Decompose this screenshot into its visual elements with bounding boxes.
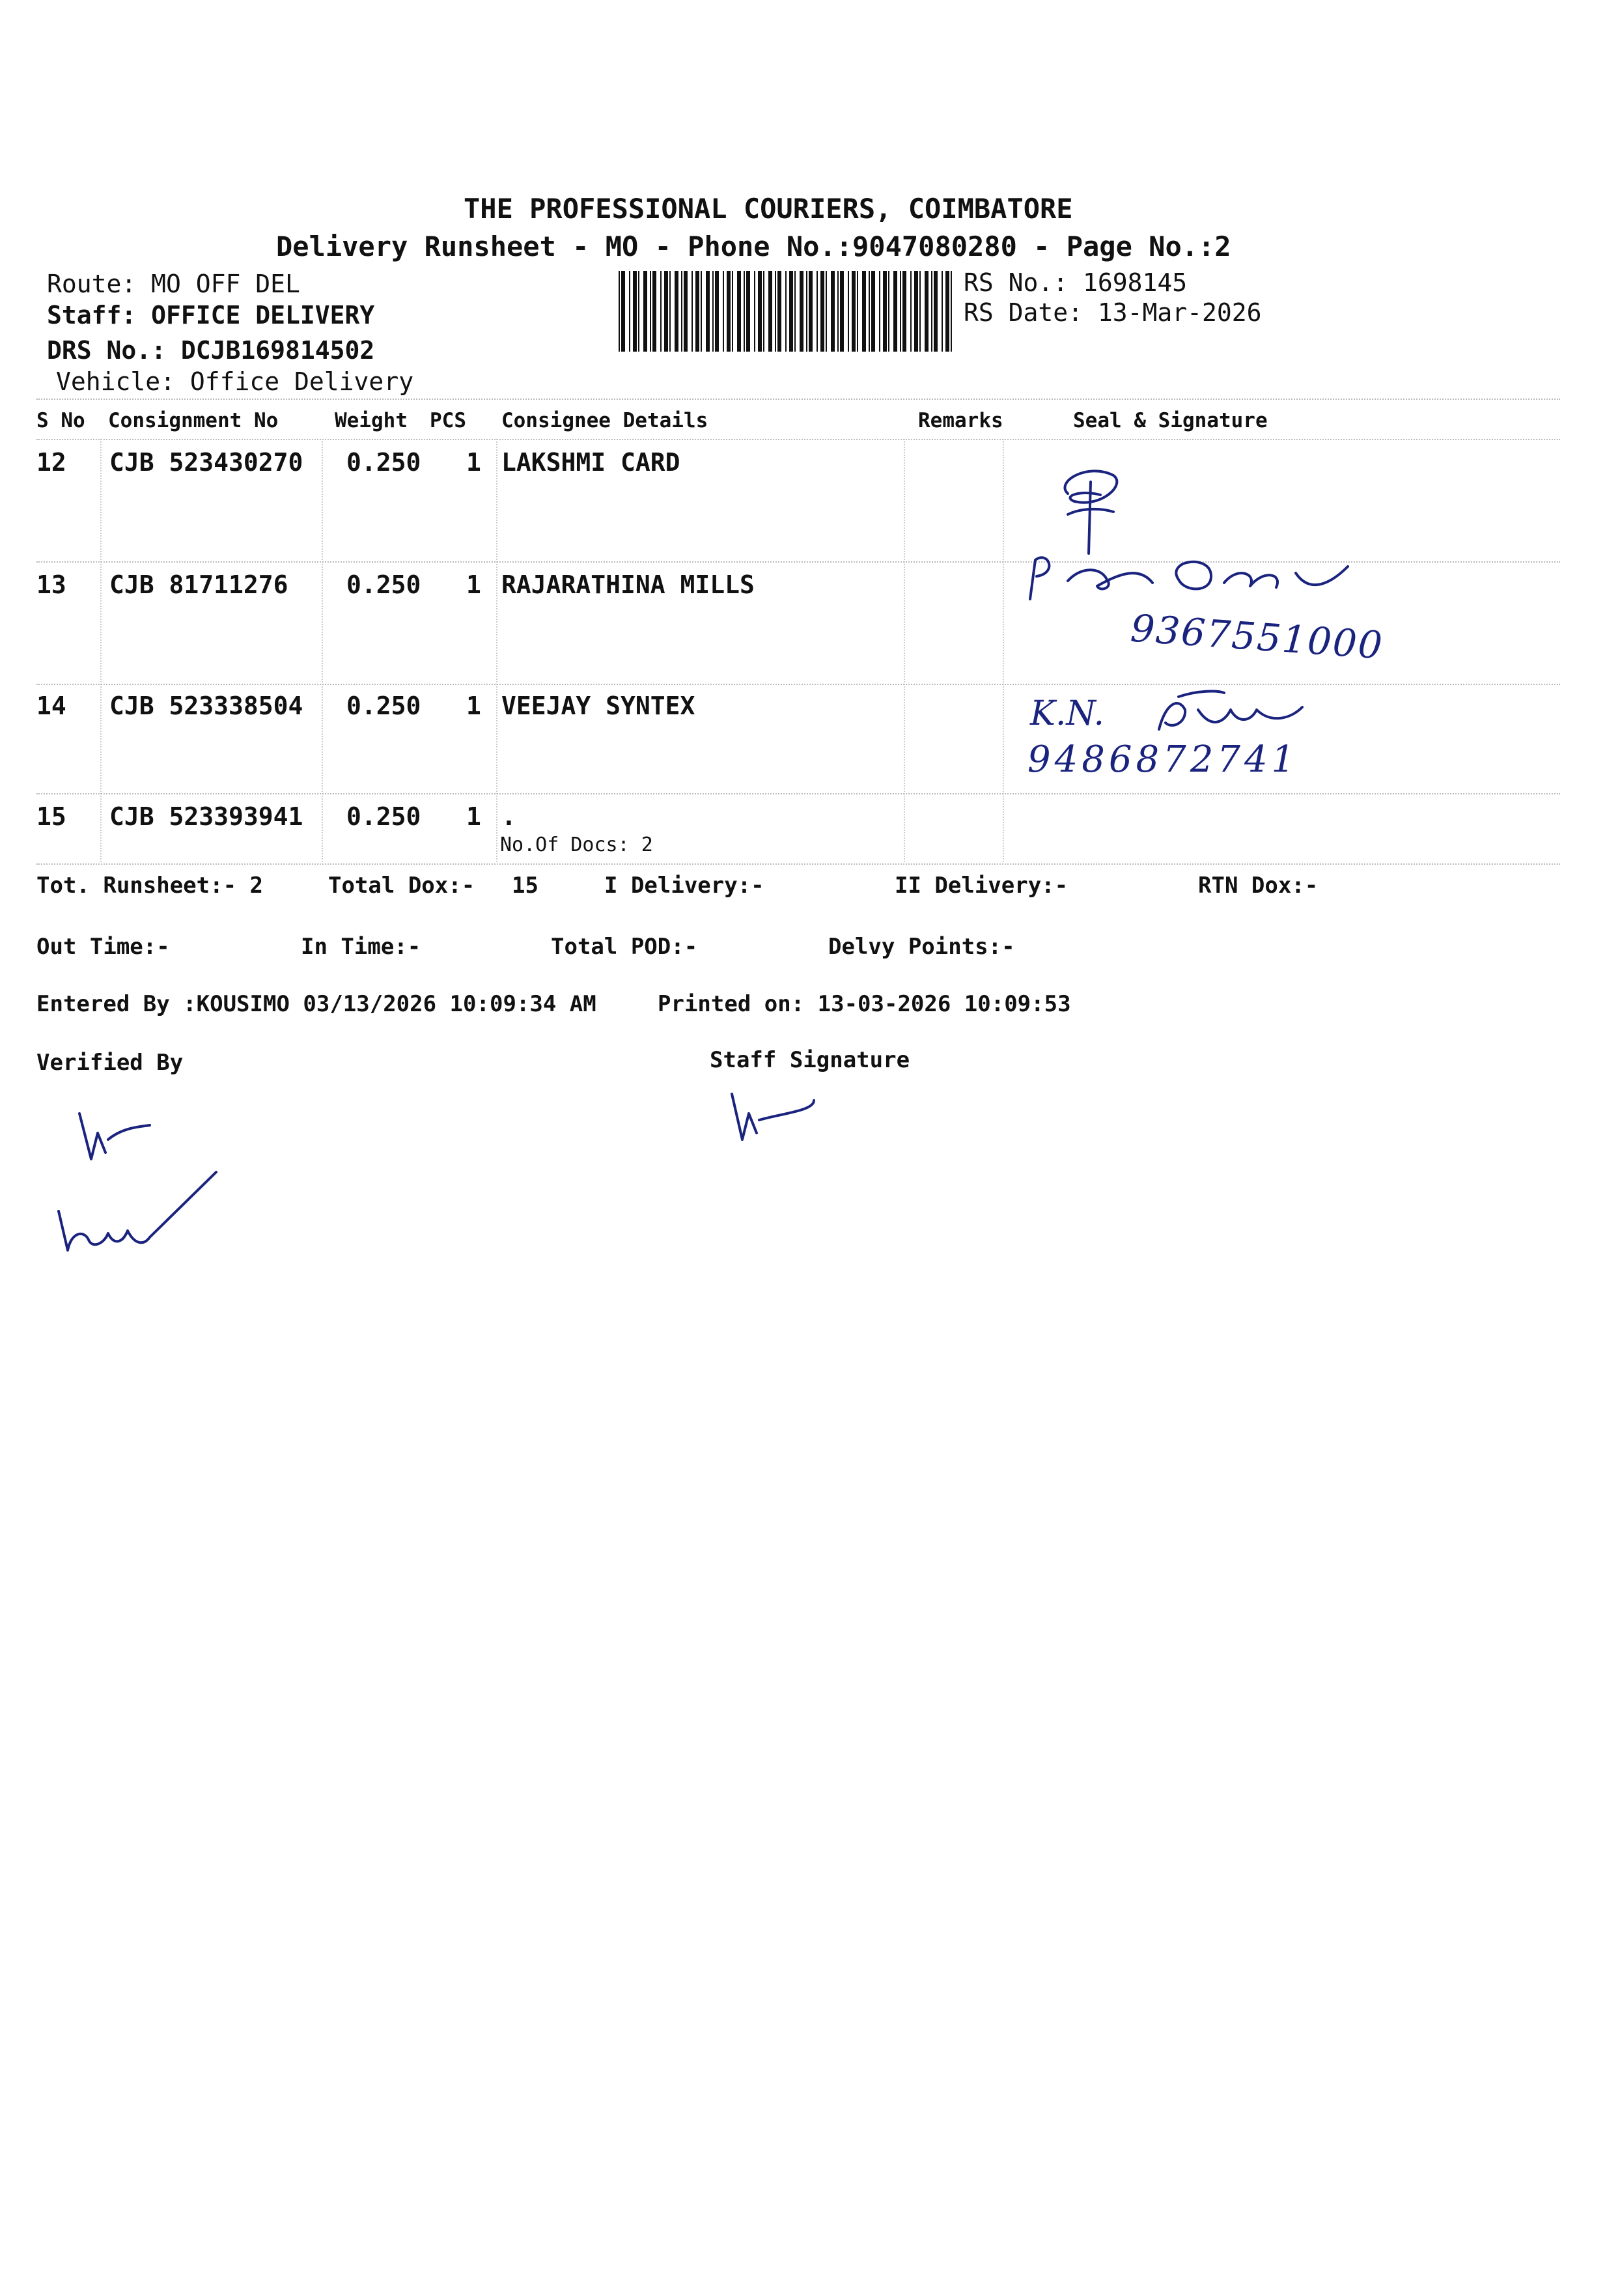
row-rule bbox=[36, 793, 1560, 794]
col-divider bbox=[1003, 439, 1004, 862]
row-pcs: 1 bbox=[466, 802, 481, 831]
row-pcs: 1 bbox=[466, 570, 481, 599]
handwritten-phone-2: 9486872741 bbox=[1027, 738, 1299, 781]
ii-delivery: II Delivery:- bbox=[895, 873, 1068, 899]
verified-by-label: Verified By bbox=[36, 1050, 184, 1076]
rs-date: RS Date: 13-Mar-2026 bbox=[964, 298, 1262, 327]
company-title: THE PROFESSIONAL COURIERS, COIMBATORE bbox=[464, 193, 1073, 225]
drs-number: DRS No.: DCJB169814502 bbox=[47, 336, 375, 365]
col-divider bbox=[322, 439, 323, 862]
col-consignment: Consignment No bbox=[108, 409, 279, 432]
col-weight: Weight bbox=[335, 409, 408, 432]
row-consignee: LAKSHMI CARD bbox=[501, 448, 680, 477]
row-weight: 0.250 bbox=[346, 802, 421, 831]
staff-signature-label: Staff Signature bbox=[710, 1047, 910, 1073]
route-label: Route: MO OFF DEL bbox=[47, 270, 300, 298]
vehicle-label: Vehicle: Office Delivery bbox=[56, 367, 414, 396]
row-sno: 13 bbox=[36, 570, 66, 599]
table-header-rule bbox=[36, 439, 1560, 440]
signature-row-14 bbox=[1146, 684, 1315, 742]
row-consignment: CJB 81711276 bbox=[109, 570, 288, 599]
printed-on: Printed on: 13-03-2026 10:09:53 bbox=[658, 991, 1071, 1017]
col-remarks: Remarks bbox=[918, 409, 1003, 432]
row-weight: 0.250 bbox=[346, 692, 421, 720]
delvy-points: Delvy Points:- bbox=[828, 934, 1015, 960]
col-consignee: Consignee Details bbox=[501, 409, 708, 432]
total-pod: Total POD:- bbox=[551, 934, 698, 960]
entered-by: Entered By :KOUSIMO 03/13/2026 10:09:34 AM bbox=[36, 991, 596, 1017]
docs-count-note: No.Of Docs: 2 bbox=[500, 833, 653, 856]
total-dox-label: Total Dox:- bbox=[328, 873, 475, 899]
row-rule bbox=[36, 684, 1560, 685]
col-sno: S No bbox=[36, 409, 85, 432]
row-consignee: . bbox=[501, 802, 516, 831]
barcode bbox=[619, 271, 957, 352]
row-consignment: CJB 523338504 bbox=[109, 692, 303, 720]
staff-label: Staff: OFFICE DELIVERY bbox=[47, 301, 375, 329]
out-time: Out Time:- bbox=[36, 934, 170, 960]
row-consignee: RAJARATHINA MILLS bbox=[501, 570, 755, 599]
col-seal-signature: Seal & Signature bbox=[1073, 409, 1268, 432]
col-divider bbox=[100, 439, 102, 862]
runsheet-subtitle: Delivery Runsheet - MO - Phone No.:9047080280 - Page No.:2 bbox=[276, 231, 1231, 262]
row-pcs: 1 bbox=[466, 448, 481, 477]
signature-row-12 bbox=[1042, 456, 1172, 560]
tot-runsheet: Tot. Runsheet:- 2 bbox=[36, 873, 263, 899]
rtn-dox: RTN Dox:- bbox=[1198, 873, 1319, 899]
row-consignment: CJB 523393941 bbox=[109, 802, 303, 831]
col-divider bbox=[496, 439, 497, 862]
total-dox-value: 15 bbox=[512, 873, 538, 899]
handwritten-phone-1: 9367551000 bbox=[1129, 606, 1385, 668]
handwritten-initials: K.N. bbox=[1030, 694, 1105, 733]
table-bottom-rule bbox=[36, 863, 1560, 865]
row-sno: 15 bbox=[36, 802, 66, 831]
i-delivery: I Delivery:- bbox=[604, 873, 764, 899]
row-pcs: 1 bbox=[466, 692, 481, 720]
col-pcs: PCS bbox=[430, 409, 466, 432]
verified-by-signature bbox=[46, 1100, 241, 1270]
col-divider bbox=[904, 439, 905, 862]
row-sno: 12 bbox=[36, 448, 66, 477]
signature-row-13 bbox=[1022, 547, 1361, 606]
row-sno: 14 bbox=[36, 692, 66, 720]
row-weight: 0.250 bbox=[346, 448, 421, 477]
staff-signature-ink bbox=[723, 1087, 853, 1146]
row-consignment: CJB 523430270 bbox=[109, 448, 303, 477]
rs-number: RS No.: 1698145 bbox=[964, 268, 1188, 297]
row-weight: 0.250 bbox=[346, 570, 421, 599]
table-top-rule bbox=[36, 399, 1560, 400]
in-time: In Time:- bbox=[301, 934, 421, 960]
row-consignee: VEEJAY SYNTEX bbox=[501, 692, 695, 720]
